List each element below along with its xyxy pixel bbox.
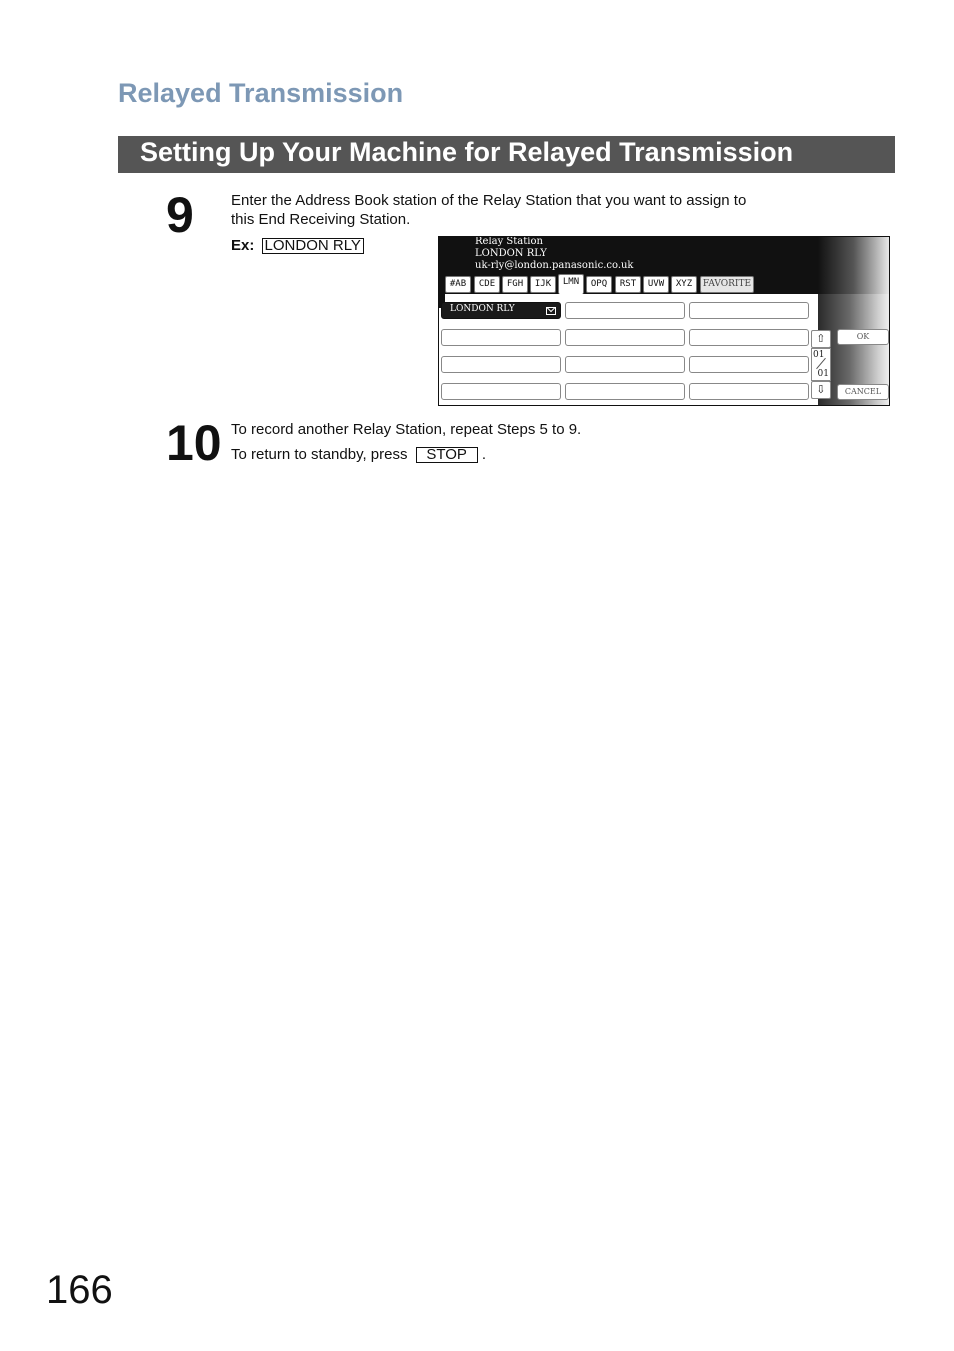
tab-uvw[interactable]: UVW <box>643 276 669 293</box>
banner-title: Setting Up Your Machine for Relayed Transmission <box>140 137 794 167</box>
tab-cde[interactable]: CDE <box>474 276 500 293</box>
step-number-10: 10 <box>166 415 222 471</box>
email-icon <box>546 307 556 315</box>
step-9-line1: Enter the Address Book station of the Relay Station that you want to assign to <box>231 192 747 209</box>
arrow-up-icon: ⇧ <box>816 332 826 345</box>
ok-button[interactable]: OK <box>837 329 889 345</box>
step-9-line2: this End Receiving Station. <box>231 211 411 228</box>
example-value: LONDON RLY <box>262 238 364 254</box>
tab-ab[interactable]: #AB <box>445 276 471 293</box>
page-indicator <box>811 348 831 381</box>
entry-slot[interactable] <box>689 383 809 400</box>
entry-slot[interactable] <box>565 302 685 319</box>
entry-slot[interactable] <box>441 356 561 373</box>
step-number-9: 9 <box>166 187 194 243</box>
tab-opq[interactable]: OPQ <box>586 276 612 293</box>
entry-slot[interactable] <box>565 329 685 346</box>
entry-slot[interactable] <box>441 329 561 346</box>
step-9-text <box>231 191 746 229</box>
lcd-line-name: LONDON RLY <box>475 248 547 259</box>
section-title: Relayed Transmission <box>118 78 404 108</box>
step-9-example <box>231 236 364 255</box>
entry-slot[interactable] <box>565 383 685 400</box>
chapter-banner <box>118 136 895 173</box>
step-10-prefix: To return to standby, press <box>231 446 408 463</box>
lcd-line-title: Relay Station <box>475 236 543 247</box>
arrow-down-icon: ⇩ <box>816 383 826 396</box>
tab-lmn[interactable]: LMN <box>558 274 584 294</box>
tab-rst[interactable]: RST <box>615 276 641 293</box>
page-current: 01 <box>813 350 825 360</box>
entry-label: LONDON RLY <box>450 304 515 314</box>
scroll-down-button[interactable] <box>811 381 831 399</box>
cancel-button[interactable]: CANCEL <box>837 384 889 400</box>
lcd-header-gradient <box>818 237 889 294</box>
entry-slot[interactable] <box>689 302 809 319</box>
step-10-line2 <box>231 445 486 464</box>
entry-slot[interactable] <box>565 356 685 373</box>
entry-slot[interactable] <box>689 329 809 346</box>
step-10-suffix: . <box>481 446 486 463</box>
page-total: 01 <box>817 369 829 379</box>
entry-london-rly[interactable] <box>441 302 561 319</box>
tab-xyz[interactable]: XYZ <box>671 276 697 293</box>
tab-favorite[interactable]: FAVORITE <box>700 276 754 293</box>
lcd-screen <box>438 236 890 406</box>
step-10-line1: To record another Relay Station, repeat Steps 5 to 9. <box>231 421 582 438</box>
page-number: 166 <box>46 1268 113 1312</box>
tab-fgh[interactable]: FGH <box>502 276 528 293</box>
example-label: Ex: <box>231 237 255 254</box>
entry-slot[interactable] <box>441 383 561 400</box>
entry-slot[interactable] <box>689 356 809 373</box>
tab-ijk[interactable]: IJK <box>530 276 556 293</box>
lcd-line-email: uk-rly@london.panasonic.co.uk <box>475 260 634 271</box>
stop-key: STOP <box>416 447 478 463</box>
scroll-up-button[interactable] <box>811 330 831 348</box>
